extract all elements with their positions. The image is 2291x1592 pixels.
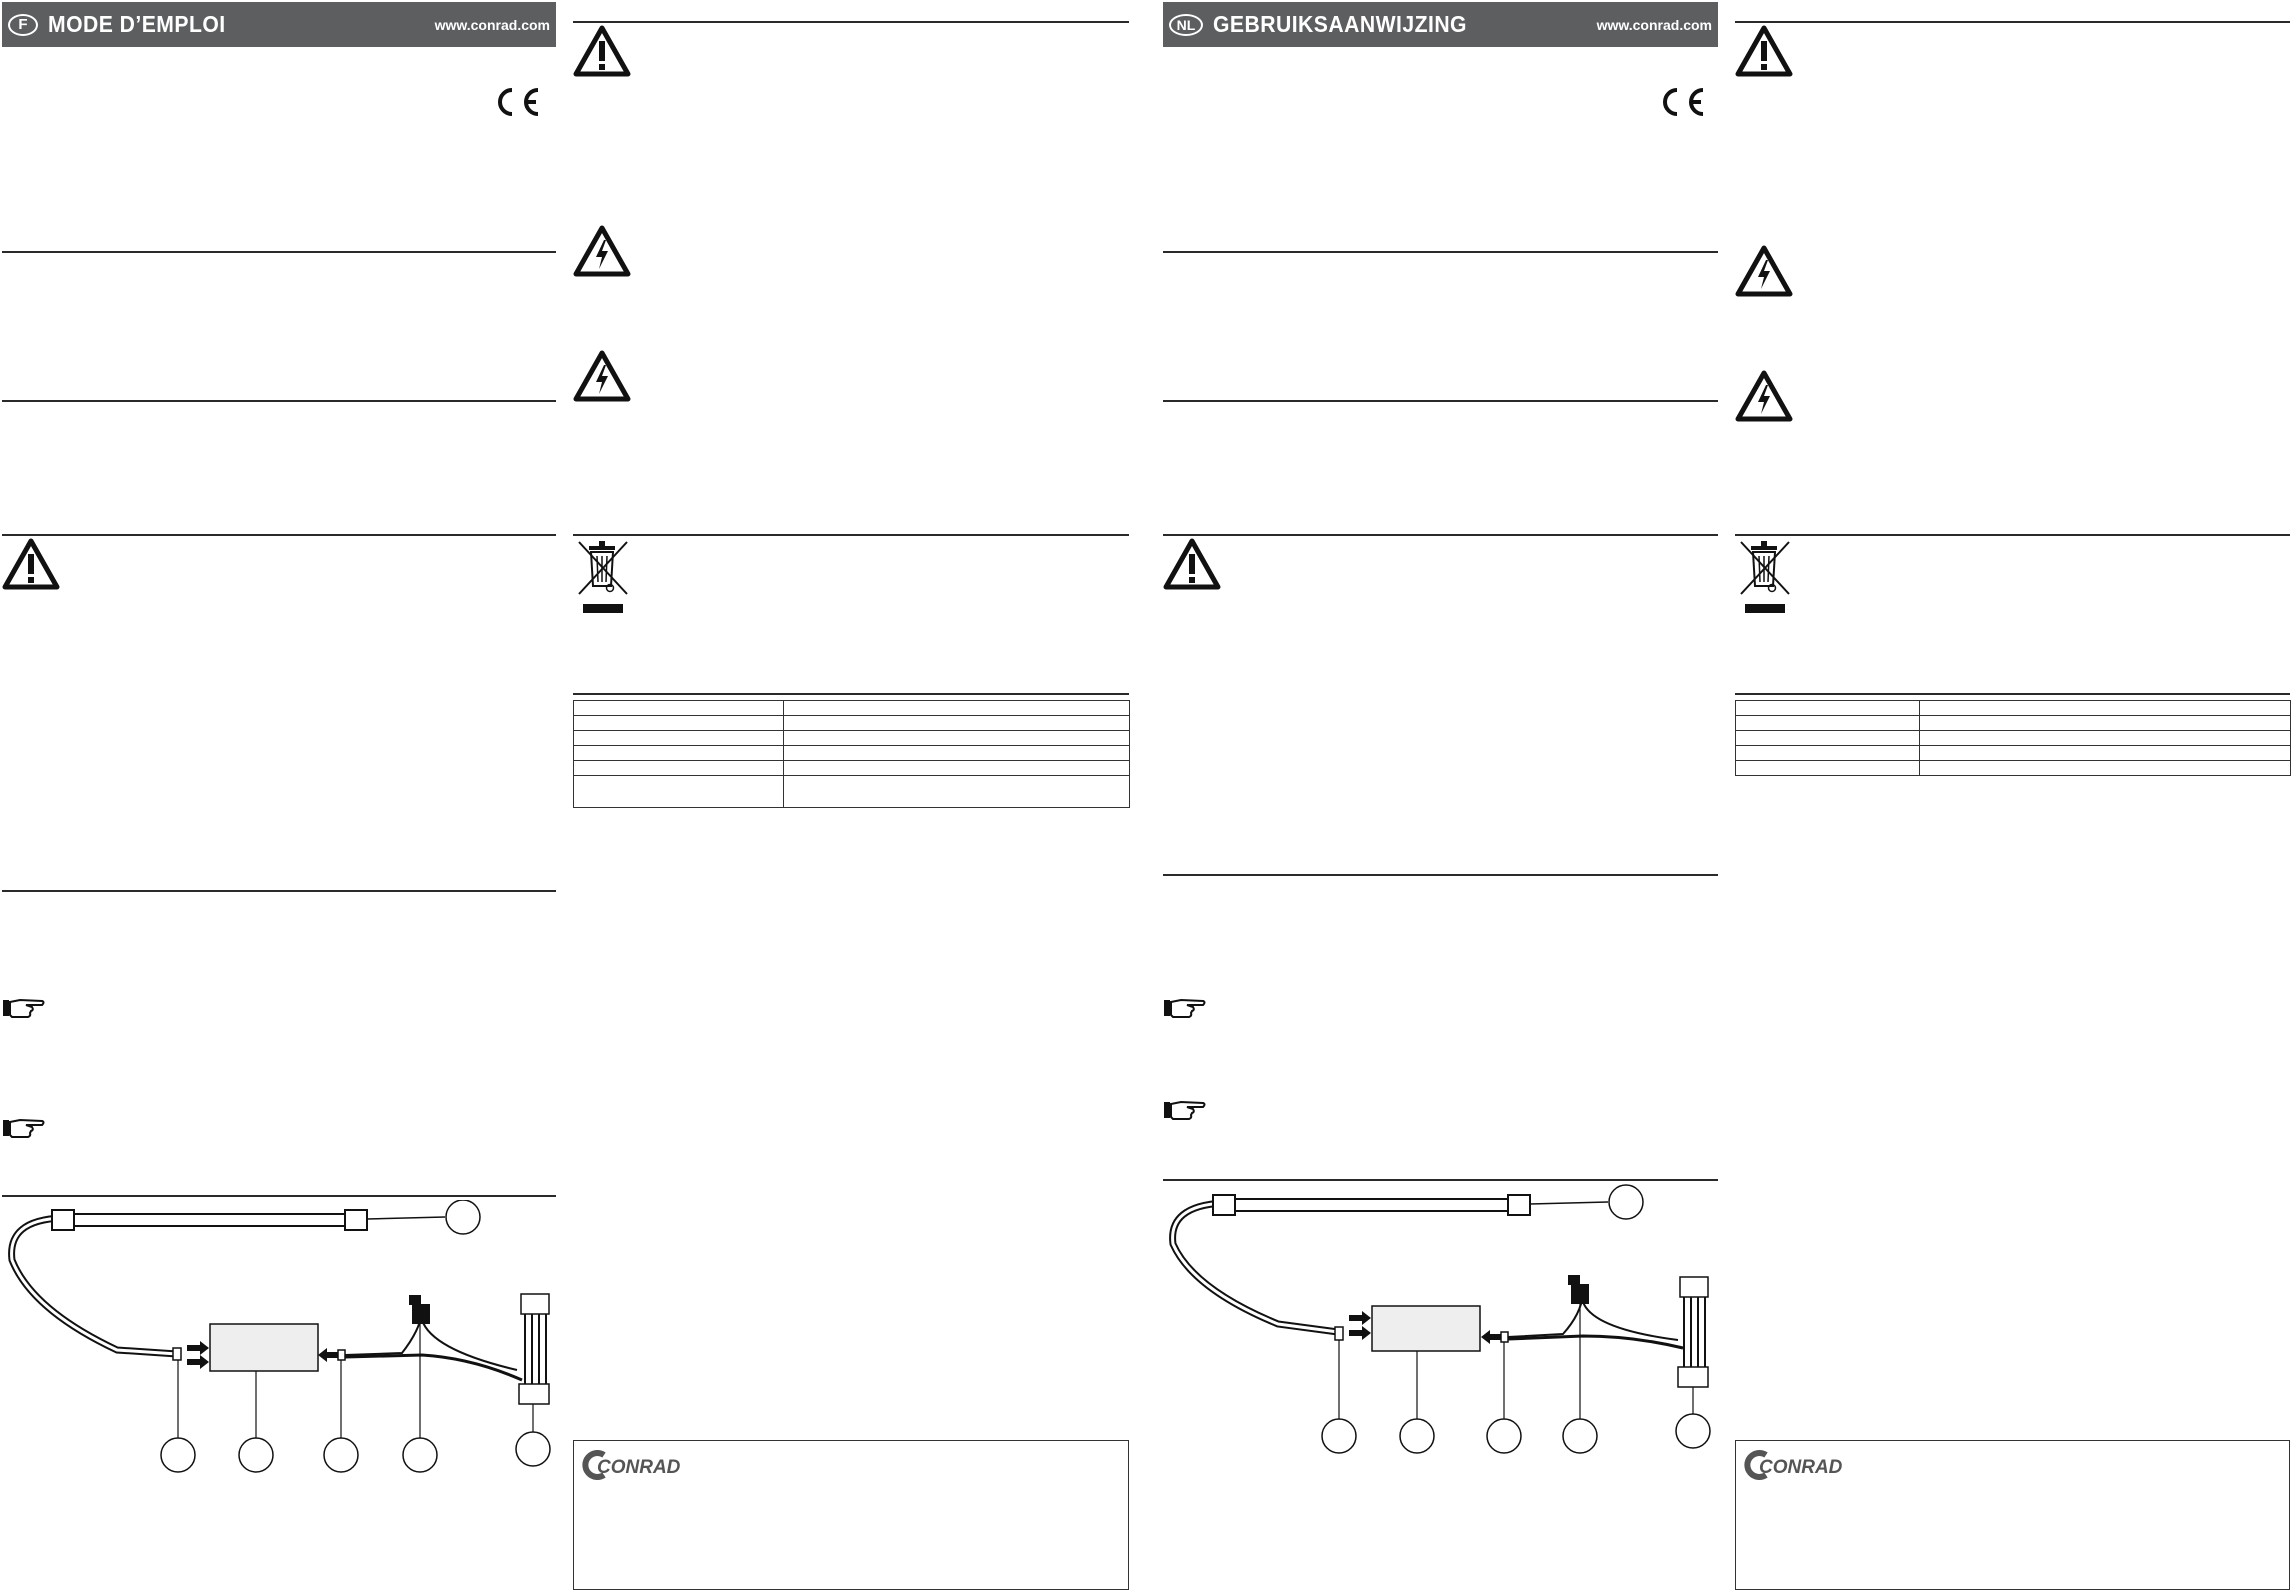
- header-title-french: MODE D’EMPLOI: [48, 11, 226, 37]
- imprint-box: [1735, 1440, 2290, 1590]
- pointing-hand-icon: [2, 996, 46, 1020]
- section-divider: [2, 1195, 556, 1197]
- ce-mark-icon: [1655, 86, 1707, 118]
- technical-data-table: [573, 700, 1130, 808]
- section-divider: [573, 534, 1129, 536]
- table-row: [1736, 716, 2291, 731]
- conrad-logo: [580, 1449, 700, 1481]
- electric-shock-icon: [1735, 245, 1793, 297]
- section-divider: [1163, 1179, 1718, 1181]
- imprint-box: [573, 1440, 1129, 1590]
- technical-data-table: [1735, 700, 2291, 776]
- electric-shock-icon: [573, 350, 631, 402]
- pointing-hand-icon: [2, 1116, 46, 1140]
- pointing-hand-icon: [1163, 1098, 1207, 1122]
- table-row: [1736, 761, 2291, 776]
- table-row: [1736, 746, 2291, 761]
- warning-triangle-icon: [573, 25, 631, 77]
- header-title-dutch: GEBRUIKSAANWIJZING: [1213, 11, 1467, 37]
- crossed-bin-icon: [575, 538, 631, 616]
- language-badge-french: F: [8, 14, 38, 36]
- section-divider: [2, 400, 556, 402]
- conrad-logo-text: CONRAD: [597, 1457, 681, 1478]
- header-dutch: [1163, 2, 1718, 47]
- section-divider: [573, 693, 1129, 695]
- crossed-bin-icon: [1737, 538, 1793, 616]
- table-row: [574, 716, 1130, 731]
- header-url-dutch[interactable]: www.conrad.com: [1596, 16, 1712, 33]
- table-row: [574, 761, 1130, 776]
- conrad-logo: [1742, 1449, 1862, 1481]
- warning-triangle-icon: [2, 538, 60, 590]
- product-diagram: [1163, 1184, 1719, 1454]
- header-url-french[interactable]: www.conrad.com: [434, 16, 550, 33]
- pointing-hand-icon: [1163, 996, 1207, 1020]
- section-divider: [2, 890, 556, 892]
- warning-triangle-icon: [1735, 25, 1793, 77]
- section-divider: [1163, 534, 1718, 536]
- conrad-logo-text: CONRAD: [1759, 1457, 1843, 1478]
- table-row: [574, 701, 1130, 716]
- section-divider: [573, 21, 1129, 23]
- electric-shock-icon: [1735, 370, 1793, 422]
- section-divider: [1163, 874, 1718, 876]
- section-divider: [2, 534, 556, 536]
- section-divider: [2, 251, 556, 253]
- language-badge-dutch: NL: [1169, 14, 1203, 36]
- table-row: [574, 746, 1130, 761]
- ce-mark-icon: [490, 86, 542, 118]
- section-divider: [1163, 251, 1718, 253]
- section-divider: [1735, 693, 2290, 695]
- section-divider: [1735, 21, 2290, 23]
- product-diagram: [2, 1200, 558, 1480]
- section-divider: [1735, 534, 2290, 536]
- section-divider: [1163, 400, 1718, 402]
- table-row: [1736, 701, 2291, 716]
- table-row: [1736, 731, 2291, 746]
- header-french: [2, 2, 556, 47]
- warning-triangle-icon: [1163, 538, 1221, 590]
- table-row: [574, 776, 1130, 808]
- electric-shock-icon: [573, 225, 631, 277]
- table-row: [574, 731, 1130, 746]
